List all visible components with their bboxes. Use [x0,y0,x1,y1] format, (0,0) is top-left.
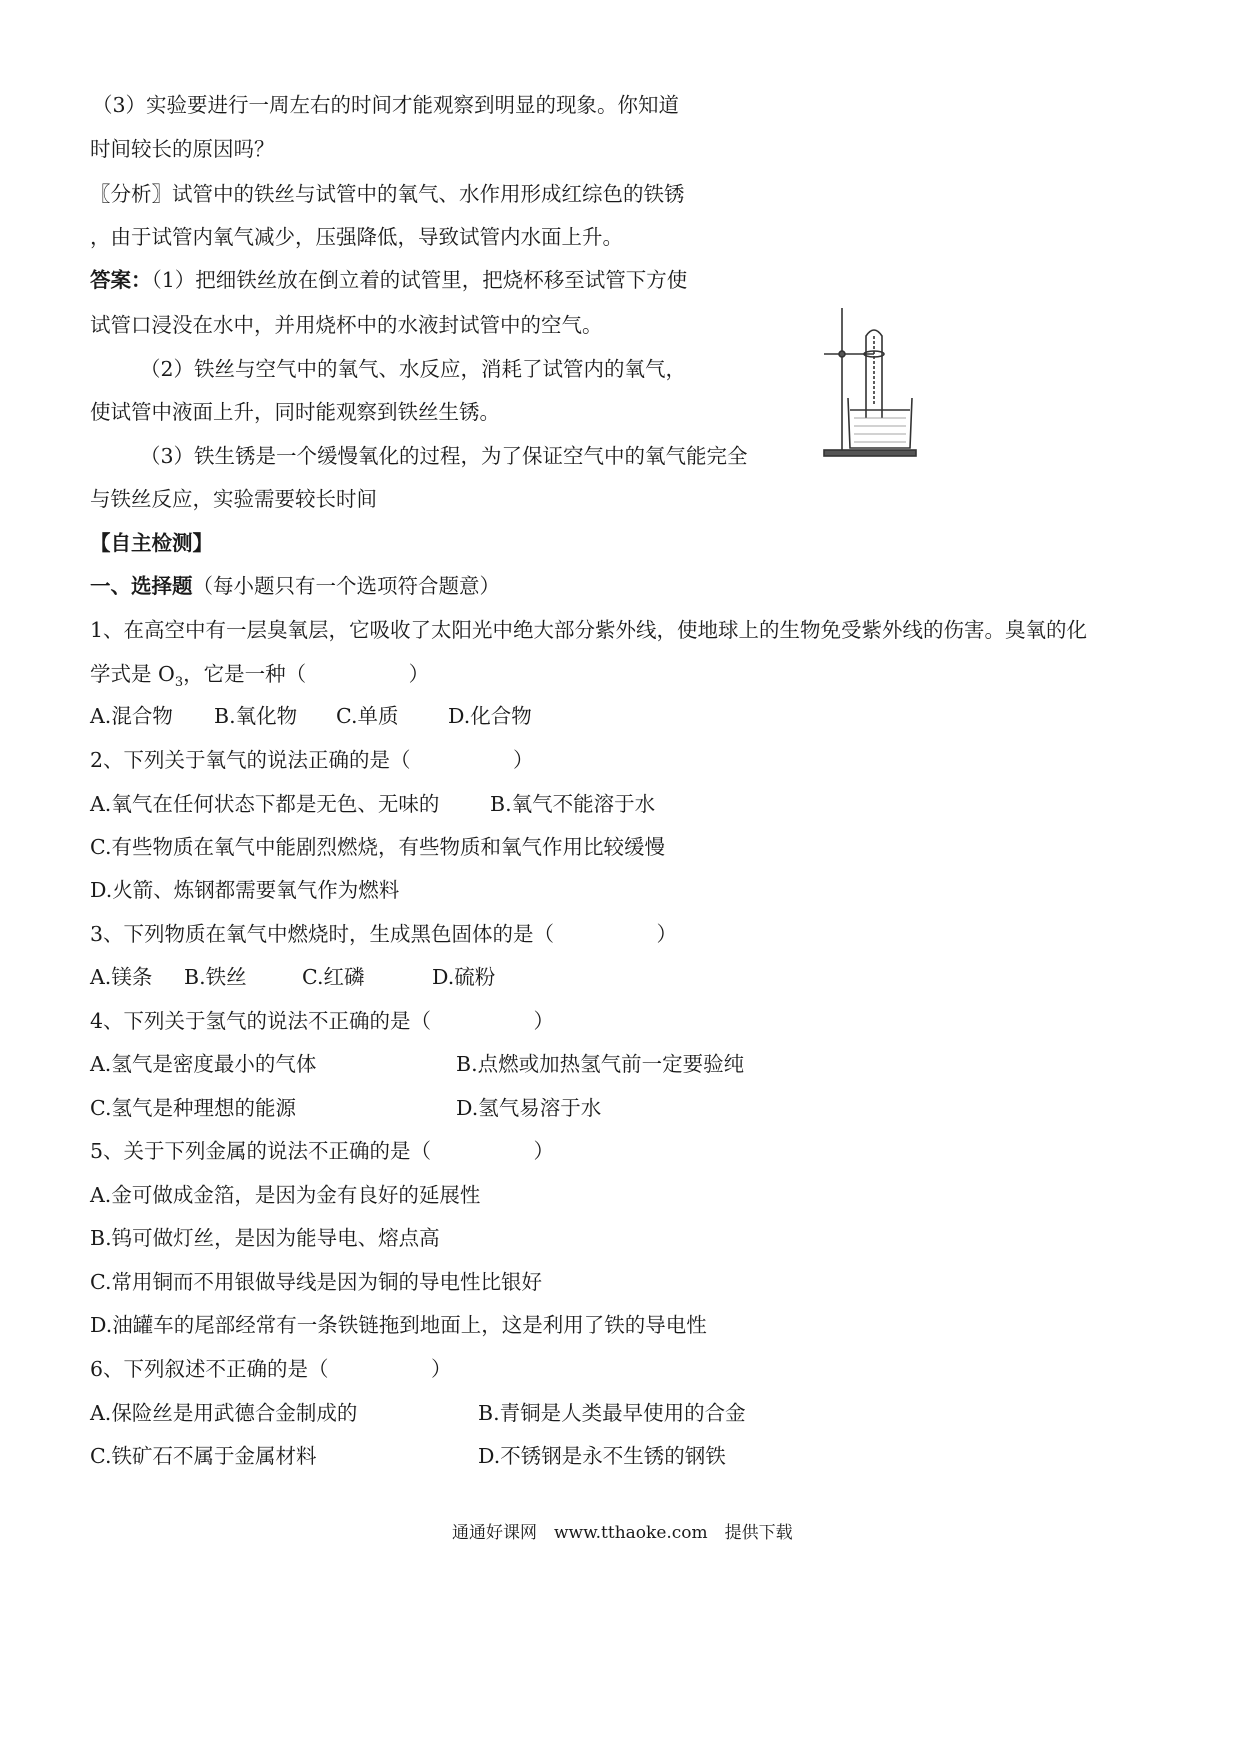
q5-option-a: A.金可做成金箔，是因为金有良好的延展性 [90,1183,481,1207]
clamp-knob [839,351,845,357]
analysis-line2: ，由于试管内氧气减少，压强降低，导致试管内水面上升。 [90,225,623,249]
q1-option-a: A.混合物 [90,704,173,728]
answer-part2-line2: 使试管中液面上升，同时能观察到铁丝生锈。 [90,400,500,424]
section-title: 一、选择题 [90,574,193,598]
q2-option-c: C.有些物质在氧气中能剧烈燃烧，有些物质和氧气作用比较缓慢 [90,835,665,859]
q5-stem: 5、关于下列金属的说法不正确的是（ ） [90,1139,555,1163]
q2-option-d: D.火箭、炼钢都需要氧气作为燃料 [90,878,400,902]
q1-option-c: C.单质 [336,704,399,728]
stand-base [824,450,916,456]
q4-option-a: A.氢气是密度最小的气体 [90,1052,317,1076]
section-heading [90,571,500,601]
q6-option-d: D.不锈钢是永不生锈的钢铁 [478,1444,726,1468]
q6-option-c: C.铁矿石不属于金属材料 [90,1444,317,1468]
q4-option-b: B.点燃或加热氢气前一定要验纯 [456,1052,745,1076]
answer-label: 答案： [90,268,152,292]
answer-part3-line2: 与铁丝反应，实验需要较长时间 [90,487,377,511]
answer-part1-line1 [90,265,687,295]
q3-option-c: C.红磷 [302,965,365,989]
q2-stem: 2、下列关于氧气的说法正确的是（ ） [90,748,534,772]
q5-option-c: C.常用铜而不用银做导线是因为铜的导电性比银好 [90,1270,542,1294]
q3-question-line1: （3）实验要进行一周左右的时间才能观察到明显的现象。你知道 [92,93,680,117]
q1-subscript: 3 [174,675,184,691]
q3-stem: 3、下列物质在氧气中燃烧时，生成黑色固体的是（ ） [90,922,678,946]
q1-option-b: B.氧化物 [214,704,298,728]
self-test-heading: 【自主检测】 [90,531,213,555]
q4-option-d: D.氢气易溶于水 [456,1096,602,1120]
q1-option-d: D.化合物 [448,704,532,728]
q5-option-b: B.钨可做灯丝，是因为能导电、熔点高 [90,1226,440,1250]
answer-part1-text: （1）把细铁丝放在倒立着的试管里，把烧杯移至试管下方使 [151,268,688,292]
q1-stem-line1: 1、在高空中有一层臭氧层，它吸收了太阳光中绝大部分紫外线，使地球上的生物免受紫外线的伤害。臭氧的化 [90,618,1088,642]
q1-stem-line2 [90,659,429,698]
page-footer: 通通好课网 www.tthaoke.com 提供下载 [452,1523,793,1543]
answer-part1-line2: 试管口浸没在水中，并用烧杯中的水液封试管中的空气。 [90,313,603,337]
section-note: （每小题只有一个选项符合题意） [192,574,500,598]
experiment-apparatus-illustration [822,306,920,466]
q5-option-d: D.油罐车的尾部经常有一条铁链拖到地面上，这是利用了铁的导电性 [90,1313,707,1337]
q4-option-c: C.氢气是种理想的能源 [90,1096,296,1120]
beaker [848,398,912,448]
q2-option-a: A.氧气在任何状态下都是无色、无味的 [90,792,440,816]
analysis-line1: 〖分析〗试管中的铁丝与试管中的氧气、水作用形成红综色的铁锈 [90,182,685,206]
q2-option-b: B.氧气不能溶于水 [490,792,656,816]
answer-part3-line1: （3）铁生锈是一个缓慢氧化的过程，为了保证空气中的氧气能完全 [140,444,748,468]
q3-question-line2: 时间较长的原因吗？ [90,137,275,161]
q4-stem: 4、下列关于氢气的说法不正确的是（ ） [90,1009,555,1033]
q3-option-d: D.硫粉 [432,965,496,989]
q6-option-b: B.青铜是人类最早使用的合金 [478,1401,746,1425]
q6-stem: 6、下列叙述不正确的是（ ） [90,1357,452,1381]
answer-part2-line1: （2）铁丝与空气中的氧气、水反应，消耗了试管内的氧气， [140,357,687,381]
q3-option-b: B.铁丝 [184,965,247,989]
q1-stem-text-b: ，它是一种（ ） [183,662,430,686]
q1-stem-text-a: 学式是 O [90,662,175,686]
q3-option-a: A.镁条 [90,965,153,989]
q6-option-a: A.保险丝是用武德合金制成的 [90,1401,358,1425]
